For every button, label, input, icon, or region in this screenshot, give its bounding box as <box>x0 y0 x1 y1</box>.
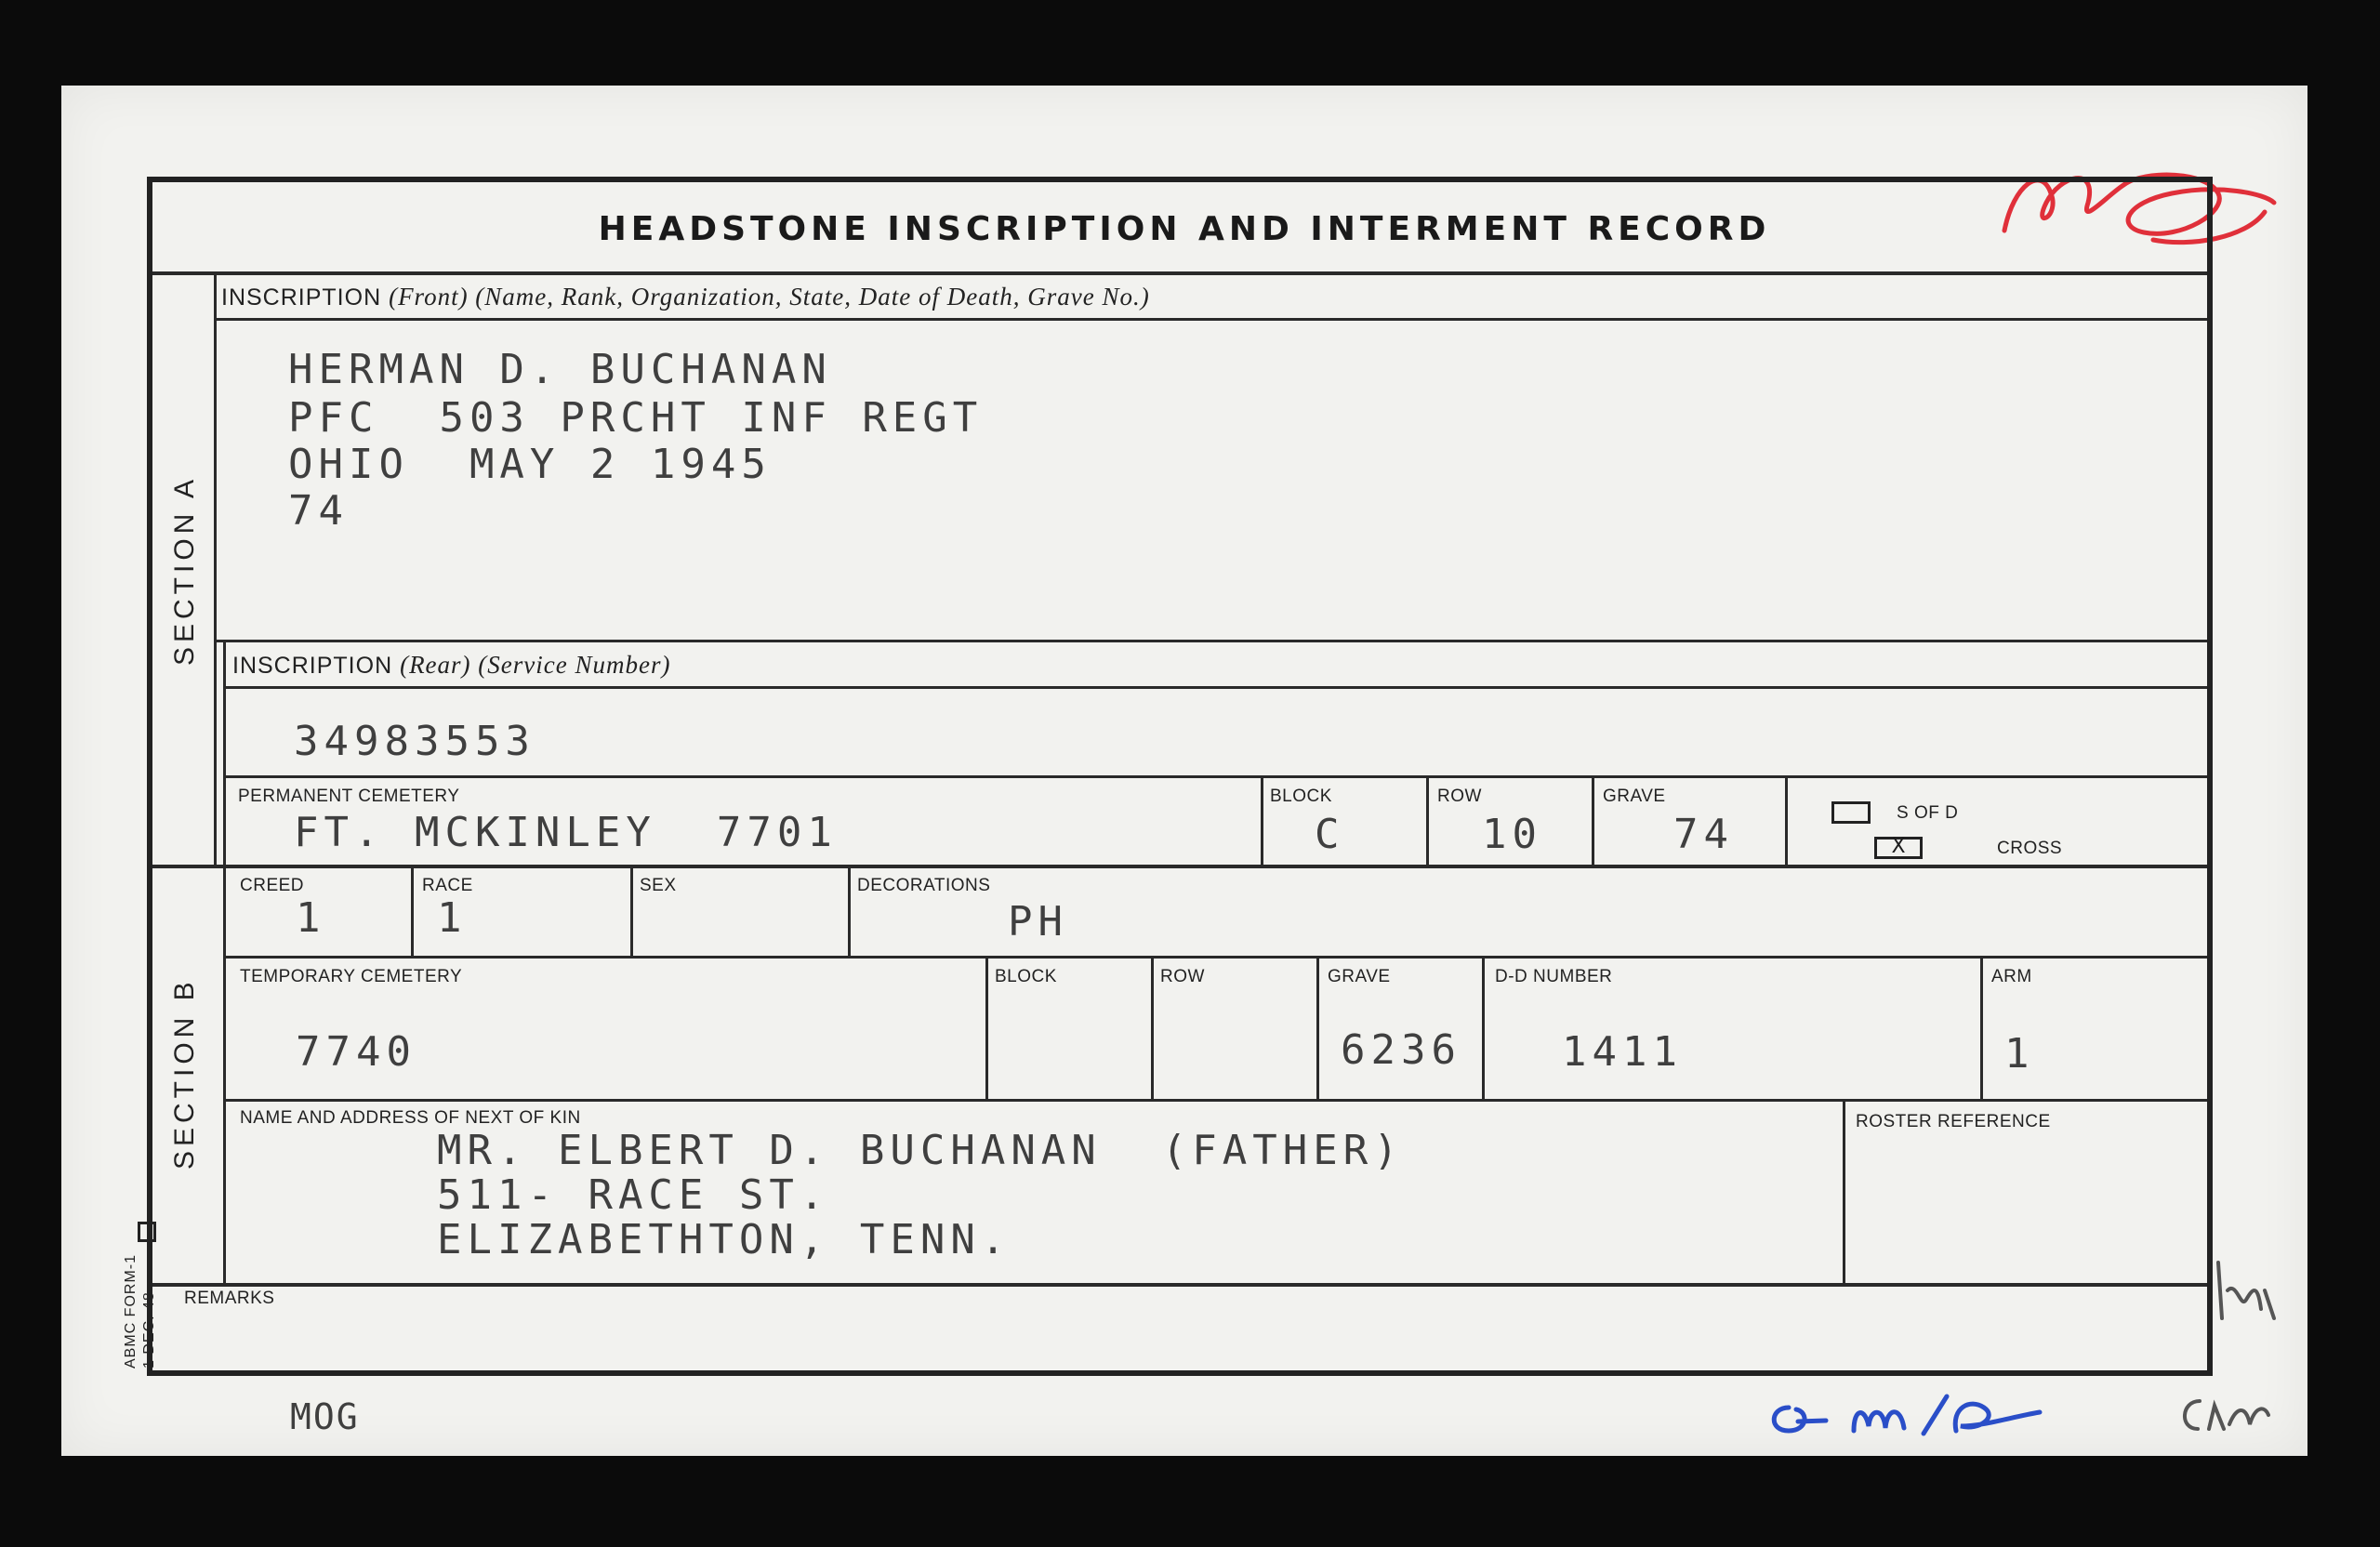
permanent-row-value: 10 <box>1482 811 1542 858</box>
temporary-cemetery-value: 7740 <box>296 1028 416 1076</box>
permanent-grave-label: GRAVE <box>1603 787 1666 806</box>
inscription-front-title: INSCRIPTION <box>221 284 382 311</box>
cross-label: CROSS <box>1997 839 2063 858</box>
temporary-cemetery-label: TEMPORARY CEMETERY <box>240 967 463 986</box>
section-a-label: SECTION A <box>169 474 200 666</box>
inscription-rear-detail: (Rear) (Service Number) <box>400 651 671 679</box>
sofd-label: S OF D <box>1897 803 1959 823</box>
service-number: 34983553 <box>294 718 536 765</box>
decorations-label: DECORATIONS <box>857 876 991 895</box>
rule <box>1843 1099 1845 1285</box>
bottom-code: MOG <box>290 1396 360 1437</box>
record-card <box>61 86 2307 1456</box>
inscription-rear-header <box>232 651 670 680</box>
rule <box>223 640 226 866</box>
inscription-front-line: HERMAN D. BUCHANAN <box>288 346 832 393</box>
rule <box>216 640 2207 642</box>
permanent-block-value: C <box>1315 811 1345 858</box>
arm-value: 1 <box>2004 1030 2035 1078</box>
rule <box>630 865 633 958</box>
permanent-grave-value: 74 <box>1673 811 1734 858</box>
temporary-grave-value: 6236 <box>1341 1026 1461 1074</box>
inscription-front-line: OHIO MAY 2 1945 <box>288 441 772 488</box>
rule <box>1426 775 1429 866</box>
form-code: ABMC FORM-1 <box>123 1254 139 1368</box>
blue-ink-signature <box>1761 1380 2096 1445</box>
temporary-block-label: BLOCK <box>995 967 1057 986</box>
rule <box>152 865 2207 868</box>
rule <box>223 865 226 1285</box>
rule <box>1592 775 1594 866</box>
race-label: RACE <box>422 876 473 895</box>
inscription-front-line: 74 <box>288 487 349 535</box>
dd-number-value: 1411 <box>1562 1028 1683 1076</box>
next-of-kin-line: ELIZABETHTON, TENN. <box>437 1216 1012 1263</box>
arm-label: ARM <box>1991 967 2032 986</box>
rule <box>848 865 851 958</box>
permanent-cemetery-value: FT. MCKINLEY 7701 <box>294 809 838 856</box>
permanent-cemetery-label: PERMANENT CEMETERY <box>238 787 460 806</box>
cross-checkbox[interactable]: X <box>1874 837 1923 859</box>
pencil-mark <box>2172 1387 2274 1443</box>
form-corner-box <box>138 1222 156 1242</box>
rule <box>411 865 414 958</box>
sex-label: SEX <box>640 876 677 895</box>
rule <box>1482 956 1485 1101</box>
rule <box>225 956 2207 959</box>
decorations-value: PH <box>1008 898 1068 945</box>
form-date: 1 DEC. 48 <box>141 1291 157 1368</box>
creed-label: CREED <box>240 876 305 895</box>
rule <box>1151 956 1154 1101</box>
rule <box>225 775 2207 778</box>
sofd-checkbox[interactable] <box>1831 801 1871 824</box>
rule <box>214 271 217 866</box>
remarks-label: REMARKS <box>184 1289 275 1308</box>
rule <box>152 271 2207 275</box>
next-of-kin-label: NAME AND ADDRESS OF NEXT OF KIN <box>240 1108 581 1128</box>
temporary-grave-label: GRAVE <box>1328 967 1391 986</box>
roster-reference-label: ROSTER REFERENCE <box>1856 1112 2051 1131</box>
rule <box>1785 775 1788 866</box>
temporary-row-label: ROW <box>1160 967 1205 986</box>
form-title: HEADSTONE INSCRIPTION AND INTERMENT RECORD <box>598 210 1771 248</box>
race-value: 1 <box>437 894 468 942</box>
rule <box>225 686 2207 689</box>
inscription-front-detail: (Front) (Name, Rank, Organization, State, Date of Death, Grave No.) <box>389 283 1150 311</box>
next-of-kin-line: 511- RACE ST. <box>437 1171 830 1219</box>
permanent-block-label: BLOCK <box>1270 787 1332 806</box>
rule <box>1316 956 1319 1101</box>
pencil-mark <box>2209 1253 2293 1328</box>
inscription-front-line: PFC 503 PRCHT INF REGT <box>288 394 984 442</box>
creed-value: 1 <box>296 894 326 942</box>
inscription-rear-title: INSCRIPTION <box>232 653 393 679</box>
next-of-kin-line: MR. ELBERT D. BUCHANAN (FATHER) <box>437 1127 1404 1174</box>
rule <box>1980 956 1983 1101</box>
rule <box>152 1283 2207 1287</box>
section-b-label: SECTION B <box>169 977 200 1170</box>
dd-number-label: D-D NUMBER <box>1495 967 1613 986</box>
rule <box>225 1099 2207 1102</box>
permanent-row-label: ROW <box>1437 787 1482 806</box>
rule <box>216 318 2207 321</box>
rule <box>1261 775 1263 866</box>
rule <box>985 956 988 1101</box>
inscription-front-header <box>221 283 1150 311</box>
